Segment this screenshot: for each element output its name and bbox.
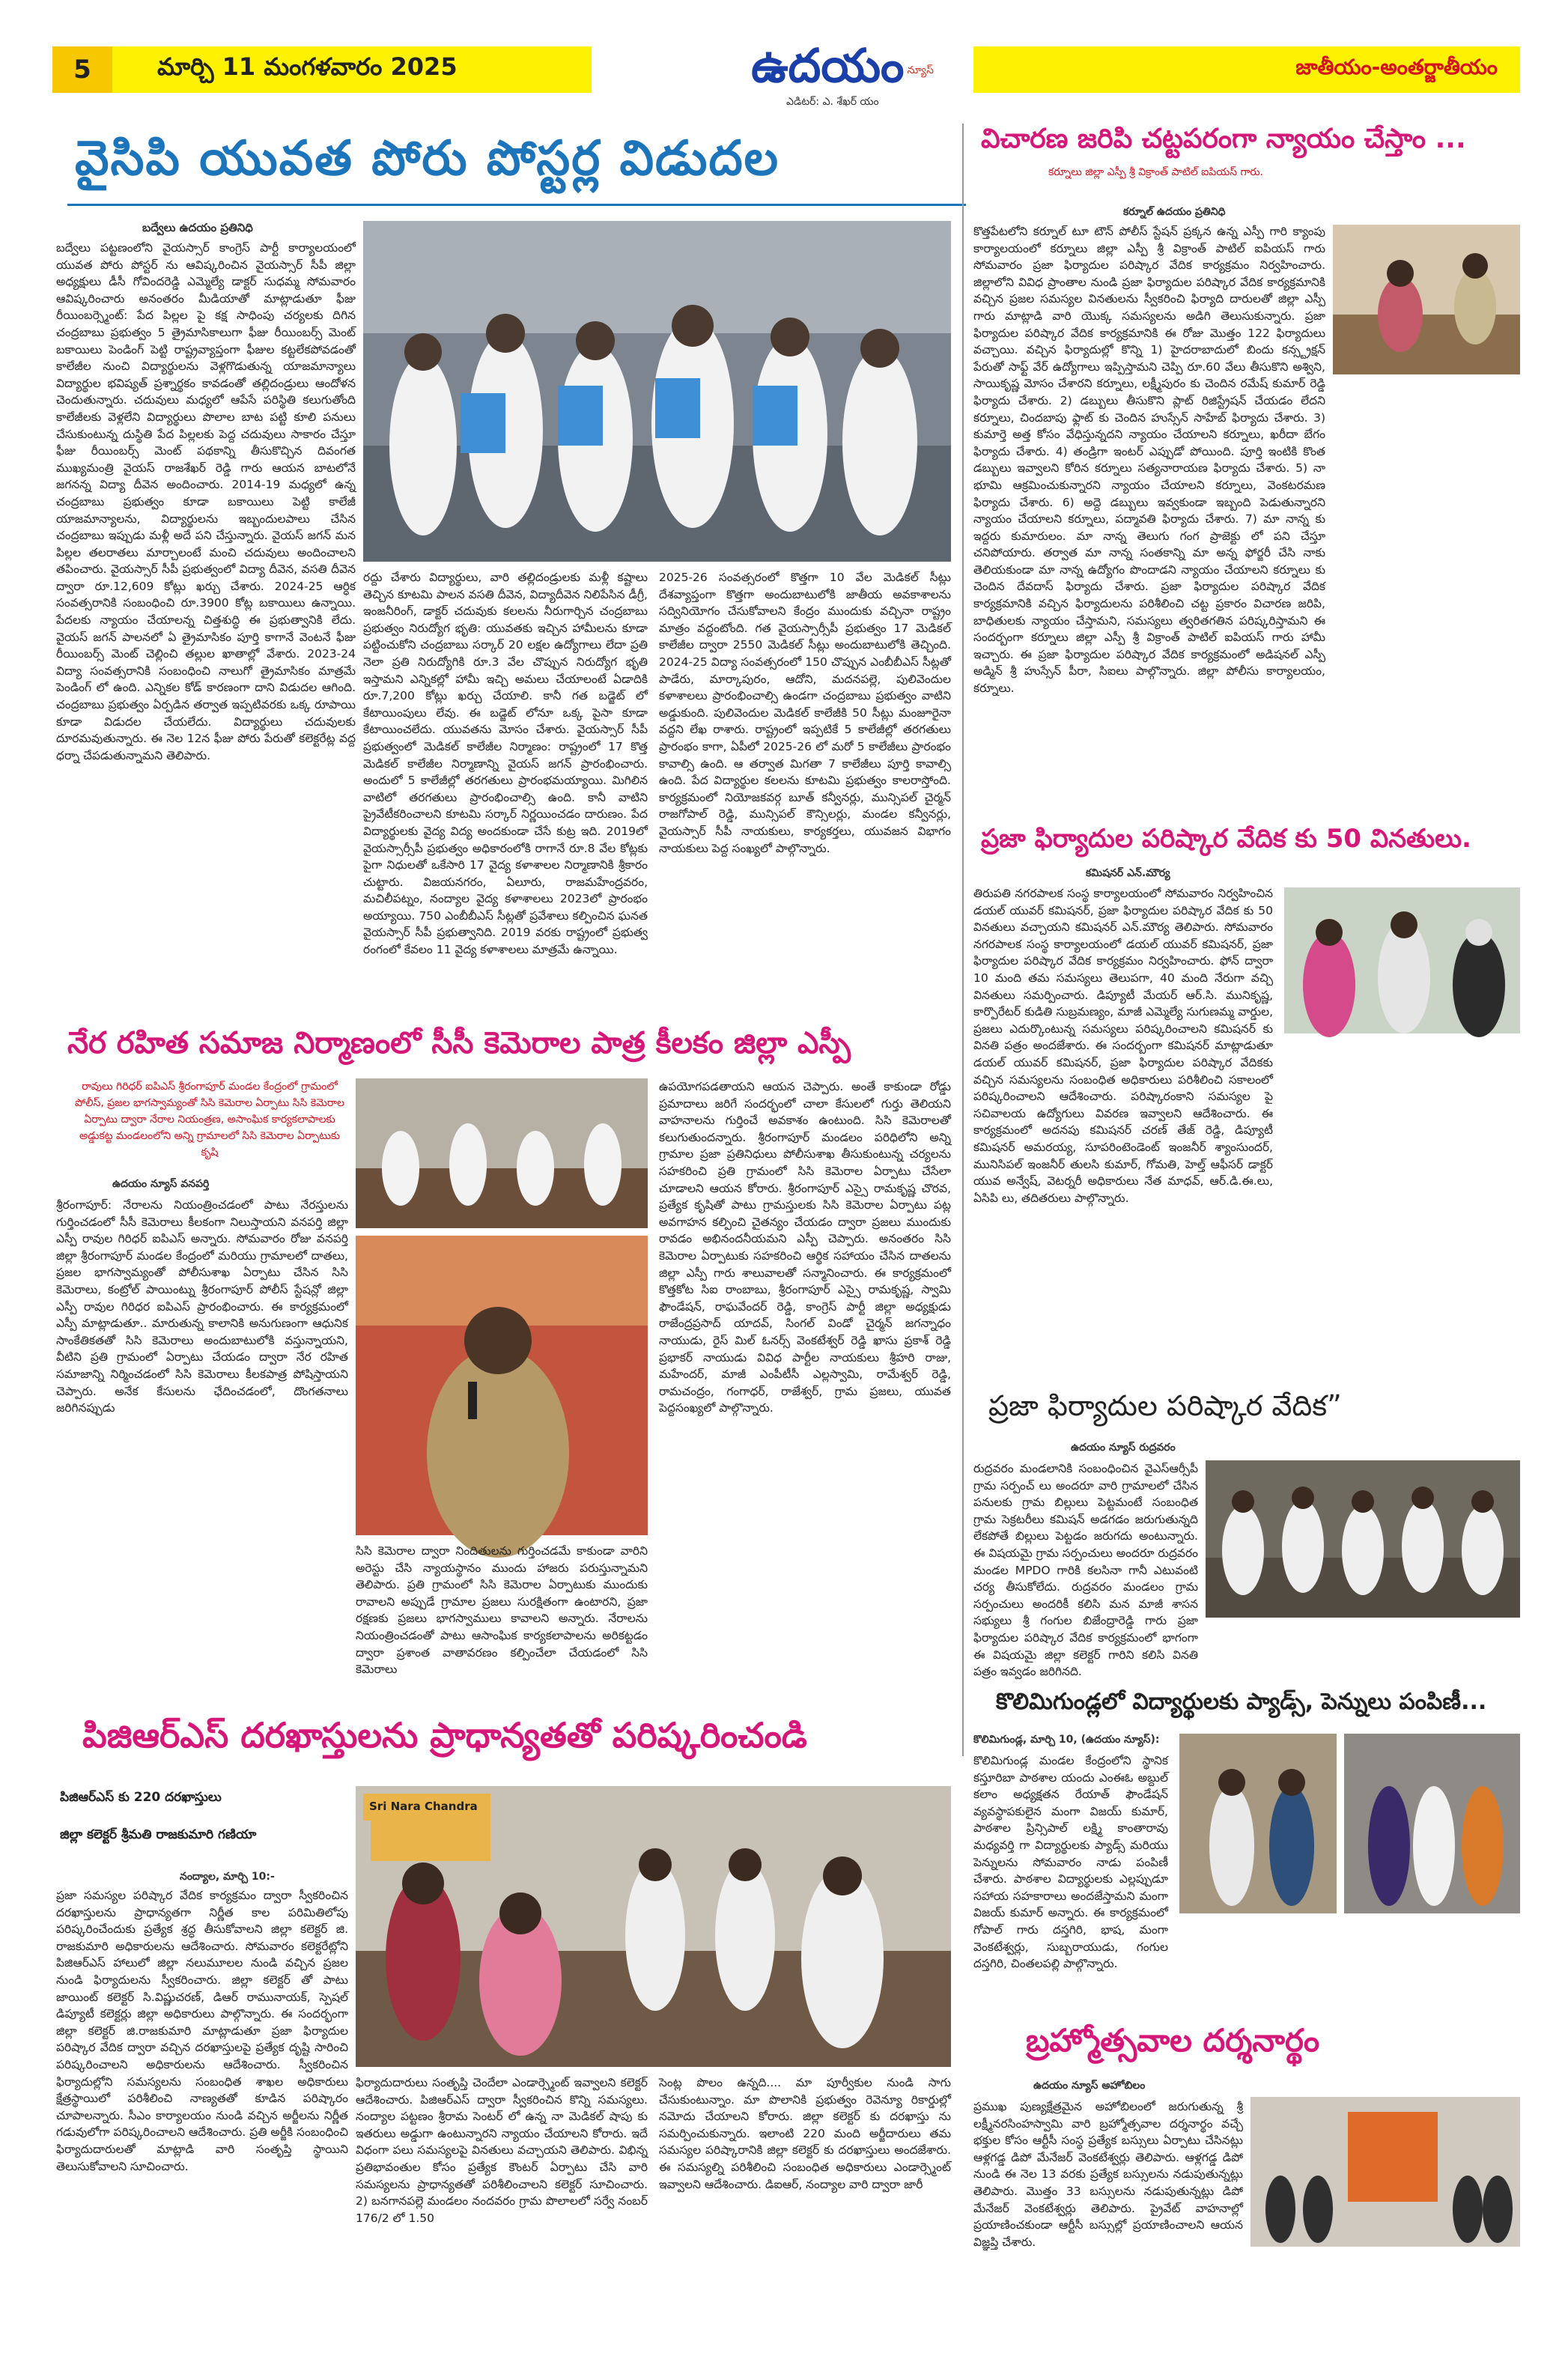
right1-text-bottom <box>973 472 1520 794</box>
right2-headline: ప్రజా ఫిర్యాదుల పరిష్కార వేదిక కు 50 వినతులు. <box>981 824 1471 854</box>
right4-text: కొలిమిగుండ్ల మండల కేంద్రంలోని స్థానిక కస్తూరిబా పాఠశాల యందు ఎంఈఓ అబ్దుల్ కలాం అధ్యక్షతన రేయాత్ ఫౌండేషన్ వ్యవస్థాపకులైన మంగా విజయ్ కుమార్, పాఠశాల ప్రిన్సిపాల్ లక్ష్మి కాంతారావు మధ్యవర్తి గా విద్యార్థులకు ప్యాడ్స్ మరియు పెన్నులను సోమవారం నాడు పంపిణీ చేశారు. పాఠశాల విద్యార్థులకు ఎల్లప్పుడూ సహాయ సహకారాలు అందజేస్తామని మంగా విజయ్ కుమార్ అన్నారు. ఈ కార్యక్రమంలో గోపాల్ గారు దస్తగిరి, భాష, మంగా వెంకటేశ్వర్లు, సుబ్బరాయుడు, గంగుల దస్తగిరి, చింతలపల్లి పాల్గొన్నారు. <box>973 1754 1168 1971</box>
right2-byline: కమిషనర్ ఎన్.మౌర్య <box>1086 867 1170 879</box>
bus-depot-photo-illustration <box>1251 2097 1520 2247</box>
right4-photo-left <box>1179 1734 1337 1913</box>
story1-byline: బద్వేలు ఉదయం ప్రతినిధి <box>142 221 253 234</box>
speaker-photo-illustration <box>356 1236 648 1535</box>
issue-date: మార్చి 11 మంగళవారం 2025 <box>112 46 592 93</box>
logo-tag: న్యూస్ <box>907 64 934 76</box>
page-number: 5 <box>52 46 112 93</box>
meeting-photo-illustration <box>1206 1460 1520 1618</box>
story1-col1: బద్వేలు పట్టణంలోని వైయస్సార్ కాంగ్రెస్ పార్టీ కార్యాలయంలో యువత పోరు పోస్టర్ ను ఆవిష్కరించిన వైయస్సార్ సీపీ జిల్లా అధ్యక్షులు డీసీ గోవిందరెడ్డి ఎమ్మెల్యే డాక్టర్ సుధమ్మ సోమవారం ఆవిష్కరించారు అనంతరం మీడియాతో మాట్లాడుతూ ఫీజు రీయింబర్స్మెంట్: పేద పిల్లల పై కక్ష సాధింపు చర్యలకు దిగిన చంద్రబాబు ప్రభుత్వం 5 త్రైమాసికాలుగా ఫీజు రీయింబర్స్ మెంట్ బకాయిలు పెండింగ్ పెట్టి రాష్ట్రవ్యాప్తంగా ఫీజుల కట్టలేకపోవడంతో కాలేజీల నుంచి విద్యార్థులను వెళ్లగొడుతున్న యాజమాన్యాలు విద్యార్థుల భవిష్యత్ ప్రశ్నార్థకం కావడంతో తల్లిదండ్రులు ఆందోళన చెందుతున్నారు. చదువులు మధ్యలో ఆపేసే పరిస్థితి కలుగుతోంది కాలేజీలకు వెళ్లలేని విద్యార్థులు పొలాల బాట పట్టి కూలి పనులు చేసుకుంటున్న దుస్థితి పేద పిల్లలకు పెద్ద చదువులు సాకారం చేస్తూ ఫీజు రీయింబర్స్ మెంట్ పథకాన్ని తీసుకొచ్చిన దివంగత ముఖ్యమంత్రి వైయస్ రాజశేఖర్ రెడ్డి గారు ఆయన బాటలోనే జగనన్న విద్యా దీవెన అందించారు. 2014-19 మధ్యలో ఉన్న చంద్రబాబు ప్రభుత్వం కూడా బకాయిలు పెట్టి కాలేజీ యాజమాన్యాలను, విద్యార్థులను ఇబ్బందులపాలు చేసిన చంద్రబాబు ఇప్పుడు మళ్లీ అదే పని చేస్తున్నారు. వైయస్ జగన్ మన పిల్లల తలరాతలు మార్చాలంటే మంచి చదువులు అందించాలని తపించారు. వైయస్సార్ సీపీ ప్రభుత్వంలో విద్యా దీవెన, వసతి దీవెన ద్వారా రూ.12,609 కోట్లు ఖర్చు చేశారు. 2024-25 ఆర్ధిక సంవత్సరానికి సంబంధించి రూ.3900 కోట్ల బకాయిలు ఉన్నాయి. పేదలకు న్యాయం చేయాలన్న చిత్తశుద్ధి ఈ ప్రభుత్వానికి లేదు. వైయస్ జగన్ పాలనలో ఏ త్రైమాసికం పూర్తి కాగానే వెంటనే ఫీజు రీయింబర్స్ మెంట్ చెల్లించి తల్లుల ఖాతాల్లో వేశారు. 2023-24 విద్యా సంవత్సరానికి సంబంధించి నాలుగో త్రైమాసికం మాత్రమే పెండింగ్ లో ఉంది. ఎన్నికల కోడ్ కారణంగా దాని విడుదల ఆగింది. చంద్రబాబు ప్రభుత్వం ఏర్పడిన తర్వాత ఇప్పటివరకు ఒక్క రూపాయి కూడా విడుదల చేయలేదు. విద్యార్థులు చదువులకు దూరమవుతున్నారు. ఈ నెల 12న ఫీజు పోరు పేరుతో కలెక్టరేట్ల వద్ద ధర్నా చేపడుతున్నామని తెలిపారు. <box>56 241 356 762</box>
story2-headline: నేర రహిత సమాజ నిర్మాణంలో సీసీ కెమెరాల పాత్ర కీలకం జిల్లా ఎస్పీ <box>67 1026 851 1060</box>
right5-text: ప్రముఖ పుణ్యక్షేత్రమైన అహోబిలంలో జరుగుతున్న శ్రీ లక్ష్మీనరసింహస్వామి వారి బ్రహ్మోత్సవాల దర్శనార్థం వచ్చే భక్తుల కోసం ఆర్టీసీ సంస్థ ప్రత్యేక బస్సులు ఏర్పాటు చేసినట్లు ఆళ్లగడ్డ డిపో మేనేజర్ వెంకటేశ్వర్లు తెలిపారు. ఆళ్లగడ్డ డిపో నుండి ఈ నెల 13 వరకు ప్రత్యేక బస్సులను నడుపుతున్నట్లు తెలిపారు. మొత్తం 33 బస్సులను నడుపుతున్నట్లు డిపో మేనేజర్ వెంకటేశ్వర్లు తెలిపారు. ప్రైవేట్ వాహనాల్లో ప్రయాణించకుండా ఆర్టీసీ బస్సుల్లో ప్రయాణించాలని ఆయన విజ్ఞప్తి చేశారు. <box>973 2100 1243 2249</box>
students-photo-illustration <box>1344 1734 1520 1913</box>
office-photo-illustration <box>1333 225 1520 374</box>
story3-photo-banner: Sri Nara Chandra <box>363 1794 490 1821</box>
right1-byline: కర్నూల్ ఉదయం ప్రతినిధి <box>1123 206 1226 218</box>
right3-text: రుద్రవరం మండలానికి సంబంధించిన వైఎస్ఆర్సీపీ గ్రామ సర్పంచ్ లు అందరూ వారి గ్రామాలలో చేసిన పనులకు గ్రామ బిల్లులు పెట్టమంటే సంబంధిత గ్రామ సెక్రటరీలు కమిషన్ అడగడం జరుగుతున్నది లేకపోతే బిల్లులు పెట్టడం జరుగదు అంటున్నారు. ఈ విషయమై గ్రామ సర్పంచులు అందరూ రుద్రవరం మండల MPDO గారికి కలసినా గానీ ఎటువంటి చర్య తీసుకోలేదు. రుద్రవరం మండలం గ్రామ సర్పంచులు అందరికీ కలిసి మన మాజీ శాసన సభ్యులు శ్రీ గంగుల బిజేంద్రారెడ్డి గారు ప్రజా ఫిర్యాదుల పరిష్కార వేదిక కార్యక్రమంలో భాగంగా ఈ విషయమై జిల్లా కలెక్టర్ గారిని కలిసి వినతి పత్రం ఇవ్వడం జరిగినది. <box>973 1462 1198 1679</box>
right2-text: తిరుపతి నగరపాలక సంస్థ కార్యాలయంలో సోమవారం నిర్వహించిన డయల్ యువర్ కమిషనర్, ప్రజా ఫిర్యాదుల పరిష్కార వేదిక కు 50 వినతులు వచ్చాయని కమిషనర్ ఎన్.మౌర్య తెలిపారు. సోమవారం నగరపాలక సంస్థ కార్యాలయంలో డయల్ యువర్ కమిషనర్, ప్రజా ఫిర్యాదుల పరిష్కార వేదిక కార్యక్రమం నిర్వహించారు. ఫోన్ ద్వారా 10 మంది తమ సమస్యలు తెలుపగా, 40 మంది నేరుగా వచ్చి వినతులు సమర్పించారు. డిప్యూటీ మేయర్ ఆర్.సి. మునికృష్ణ, కార్పొరేటర్ కుడితి సుబ్రమణ్యం, మాజీ ఎమ్మెల్యే సుగుణమ్మ వార్డుల, ప్రజలు ఎదుర్కొంటున్న సమస్యలు పరిష్కరించాలని కమిషనర్ కు వినతి పత్రం అందజేశారు. ఈ సందర్బంగా కమిషనర్ మాట్లాడుతూ డయల్ యువర్ కమిషనర్, ప్రజా ఫిర్యాదుల పరిష్కార వేదికకు వచ్చిన సమస్యలను సంబంధిత అధికారులు పరిశీలించి సకాలంలో పరిష్కరించాలని ఆదేశించారు. పరిష్కారంకాని సమస్యల పై సచివాలయ ఉద్యోగులు వివరణ ఇవ్వాలని ఆదేశించారు. ఈ కార్యక్రమంలో అదనపు కమిషనర్ చరణ్ తేజ్ రెడ్డి, డిప్యూటీ కమిషనర్ అమరయ్య, సూపరింటెండెంట్ ఇంజనీర్ శ్యాంసుందర్, మునిసిపల్ ఇంజనీర్ తులసి కుమార్, గోమతి, హెల్త్ ఆఫీసర్ డాక్టర్ యువ అన్వేష్, వెటర్నరీ అధికారులు నేత మాధవ్, ఆర్.డి.ఈ.లు, ఏసిపి లు, తదితరులు పాల్గొన్నారు. <box>973 887 1273 1205</box>
editor-credit: ఎడిటర్: ఎ. శేఖర్ యం <box>786 96 879 108</box>
right3-byline: ఉదయం న్యూస్ రుద్రవరం <box>1071 1442 1176 1454</box>
right5-headline: బ్రహ్మోత్సవాల దర్శనార్థం <box>1026 2022 1320 2059</box>
event-photo-illustration <box>356 1078 648 1228</box>
story3-col1: ప్రజా సమస్యల పరిష్కార వేదిక కార్యక్రమం ద్వారా స్వీకరించిన దరఖాస్తులను ప్రాధాన్యతగా నిర్ణీత కాల పరిమితిలోపు పరిష్కరించేందుకు ప్రత్యేక శ్రద్ధ తీసుకోవాలని జిల్లా కలెక్టర్ జి. రాజకుమారి అధికారులను ఆదేశించారు. సోమవారం కలెక్టరేట్లోని పిజిఆర్ఎస్ హాలులో జిల్లా నలుమూలల నుండి వచ్చిన ప్రజల నుండి ఫిర్యాదులను స్వీకరించారు. జిల్లా కలెక్టర్ తో పాటు జాయింట్ కలెక్టర్ సి.విష్ణుచరణ్, డిఆర్ రామునాయక్, స్పెషల్ డిప్యూటీ కలెక్టర్లు జిల్లా అధికారులు పాల్గొన్నారు. ఈ సందర్భంగా జిల్లా కలెక్టర్ జి.రాజకుమారి మాట్లాడుతూ ప్రజా ఫిర్యాదుల పరిష్కార వేదిక ద్వారా వచ్చిన దరఖాస్తులపై ప్రత్యేక దృష్టి సారించి పరిష్కరించాలని అధికారులను ఆదేశించారు. స్వీకరించిన ఫిర్యాదుల్లోని సమస్యలను సంబంధిత శాఖల అధికారులు క్షేత్రస్థాయిలో పరిశీలించి నాణ్యతతో కూడిన పరిష్కారం చూపాలన్నారు. సీఎం కార్యాలయం నుండి వచ్చిన అర్జీలను నిర్ణీత గడువులోగా పరిష్కరించాలని ఆదేశించారు. ప్రతి అర్జీకి సంబంధించి ఫిర్యాదుదారులతో మాట్లాడి వారి సంతృప్తి స్థాయిని తెలుసుకోవాలని సూచించారు. <box>56 1889 348 2173</box>
story1-col3: 2025-26 సంవత్సరంలో కొత్తగా 10 వేల మెడికల్ సీట్లు దేశవ్యాప్తంగా కొత్తగా అందుబాటులోకి జాతీయ అవకాశాలను సద్వినియోగం చేసుకోవాలని కేంద్రం ముందుకు వచ్చినా రాష్ట్రం మాత్రం వద్దంటోంది. గత వైయస్సార్సీపీ ప్రభుత్వం 17 మెడికల్ కాలేజీల ద్వారా 2550 మెడికల్ సీట్లు అందుబాటులోకి తెచ్చింది. 2024-25 విద్యా సంవత్సరంలో 150 చొప్పున ఎంబీబీఎస్ సీట్లతో పాడేరు, మార్కాపురం, ఆదోని, మదనపల్లె, పులివెందుల కళాశాలలు ప్రారంభించాల్సి ఉండగా చంద్రబాబు ప్రభుత్వం వాటిని అడ్డుకుంది. పులివెందుల మెడికల్ కాలేజీకి 50 సీట్లు మంజూరైనా వద్దని లేఖ రాశారు. రాష్ట్రంలో ఇప్పటికే 5 కాలేజీల్లో తరగతులు ప్రారంభం కాగా, ఏపీలో 2025-26 లో మరో 5 కాలేజీలు ప్రారంభం కావాల్సి ఉంది. ఆ తర్వాత మిగతా 7 కాలేజీలు పూర్తి కావాల్సి ఉంది. పేద విద్యార్థుల కలలను కూటమి ప్రభుత్వం కాలరాస్తోంది. కార్యక్రమంలో నియోజకవర్గ బూత్ కన్వీనర్లు, మున్సిపల్ చైర్మన్ రాజగోపాల్ రెడ్డి, మున్సిపల్ కౌన్సిలర్లు, మండల కన్వీనర్లు, వైయస్సార్ సీపీ నాయకులు, కార్యకర్తలు, యువజన విభాగం నాయకులు పెద్ద సంఖ్యలో పాల్గొన్నారు. <box>659 571 951 855</box>
story1-headline: వైసిపి యువత పోరు పోస్టర్ల విడుదల <box>75 131 780 186</box>
logo-text: ఉదయం <box>751 38 905 93</box>
right3-photo <box>1206 1460 1520 1618</box>
distribution-photo-illustration <box>1179 1734 1337 1913</box>
story2-col2: సిసి కెమెరాల ద్వారా నిందితులను గుర్తించడమే కాకుండా వారిని అరెస్టు చేసి న్యాయస్థానం ముందు హాజరు పరుస్తున్నామని తెలిపారు. ప్రతి గ్రామంలో సిసి కెమెరాల ఏర్పాటుకు ముందుకు రావాలని అప్పుడే గ్రామాల ప్రజలు సురక్షితంగా ఉంటారని, ప్రజా రక్షణకు ప్రజలు భాగస్వాములు కావాలని అన్నారు. నేరాలను నియంత్రించడంతో పాటు ఆసాంఘిక కార్యకలాపాలను అరికట్టడం ద్వారా ప్రశాంత వాతావరణం కల్పించేలా చేయడంలో సిసి కెమెరాలు <box>356 1544 648 1677</box>
right4-byline: కొలిమిగుండ్ల, మార్చి 10, (ఉదయం న్యూస్): <box>973 1734 1160 1746</box>
section-label: జాతీయం-అంతర్జాతీయం <box>973 46 1520 93</box>
petition-photo-illustration <box>1284 887 1520 1033</box>
right3-headline: ప్రజా ఫిర్యాదుల పరిష్కార వేదిక” <box>988 1389 1342 1422</box>
story3-col3: సెంట్ల పొలం ఉన్నది.... మా పూర్వీకుల నుండి సాగు చేసుకుంటున్నాం. మా పొలానికి ప్రభుత్వం రెవెన్యూ రికార్డుల్లో నమోదు చేయాలని కోరారు. జిల్లా కలెక్టర్ కు దరఖాస్తు ను సమర్పించుకున్నారు. ఇలాంటి 220 మంది అర్జీదారులు తమ సమస్యల పరిష్కారానికి జిల్లా కలెక్టర్ కు దరఖాస్తులు అందజేశారు. ఈ సమస్యల్ని పరిశీలించి సంబంధిత అధికారులు ఎండార్స్మెంట్ ఇవ్వాలని ఆదేశించారు. డిఐఆర్, నంద్యాల వారి ద్వారా జారీ <box>659 2076 951 2191</box>
right5-photo <box>1251 2097 1520 2247</box>
newspaper-logo <box>751 38 934 101</box>
story3-col2: ఫిర్యాదుదారులు సంతృప్తి చెందేలా ఎండార్స్మెంట్ ఇవ్వాలని కలెక్టర్ ఆదేశించారు. పిజిఆర్ఎస్ ద్వారా స్వీకరించిన కొన్ని సమస్యలు. నంద్యాల పట్టణం శ్రీరామ సెంటర్ లో ఉన్న నా మెడికల్ షాపు కు ఇతరులు అడ్డుగా ఉంటున్నారని న్యాయం చేయాలని కోరారు. ఇదే విధంగా పలు సమస్యలపై వినతులు వచ్చాయని తెలిపారు. విభిన్న ప్రతిభావంతుల కోసం ప్రత్యేక కౌంటర్ ఏర్పాటు చేసి వారి సమస్యలను ప్రాధాన్యతతో పరిశీలించాలని కలెక్టర్ సూచించారు. 2) బనగానపల్లె మండలం నందవరం గ్రామ పొలాలలో సర్వే నంబర్ 176/2 లో 1.50 <box>356 2076 648 2225</box>
story2-col1: శ్రీరంగాపూర్: నేరాలను నియంత్రించడంలో పాటు నేరస్తులను గుర్తించడంలో సీసీ కెమెరాలు కీలకంగా నిలుస్తాయని వనపర్తి జిల్లా ఎస్పీ రావుల గిరిధర్ ఐపిఎస్ అన్నారు. సోమవారం రోజు వనపర్తి జిల్లా శ్రీరంగాపూర్ మండల కేంద్రంలో మరియు గ్రామాలలో దాతలు, ప్రజల భాగస్వామ్యంతో పోలీసుశాఖ ఏర్పాటు చేసిన సిసి కెమెరాలు, కంట్రోల్ పాయింట్ను శ్రీరంగాపూర్ పోలీస్ స్టేషన్లో జిల్లా ఎస్పీ రావుల గిరిధర ఐపిఎస్ ప్రారంభించారు. ఈ కార్యక్రమంలో ఎస్పీ మాట్లాడుతూ.. మారుతున్న కాలానికి అనుగుణంగా ఆధునిక సాంకేతికతతో సిసి కెమెరాలు అందుబాటులోకి వస్తున్నాయని, వీటిని ప్రతి గ్రామంలో ఏర్పాటు చేయడం ద్వారా నేర రహిత సమాజాన్ని నిర్మించడంలో సిసి కెమెరాలు కీలకపాత్ర పోషిస్తాయని చెప్పారు. అనేక కేసులను ఛేదించడంలో, దొంగతనాలు జరిగినప్పుడు <box>56 1198 348 1415</box>
story3-subhead1: పిజిఆర్ఎస్ కు 220 దరఖాస్తులు <box>60 1790 222 1805</box>
story3-subhead2: జిల్లా కలెక్టర్ శ్రీమతి రాజకుమారి గణియా <box>60 1827 257 1842</box>
story2-photo-speaker <box>356 1236 648 1535</box>
story2-col3: ఉపయోగపడతాయని ఆయన చెప్పారు. అంతే కాకుండా రోడ్డు ప్రమాదాలు జరిగే సందర్భంలో చాలా కేసులలో గుర్తు తెలియని వాహనాలను గుర్తించే అవకాశం ఉంటుంది. సిసి కెమెరాలతో కలుగుతుందన్నారు. శ్రీరంగాపూర్ మండలం పరిధిలోని అన్ని గ్రామాల ప్రజా ప్రతినిధులు పోలీసుశాఖ తీసుకుంటున్న చర్యలను సహకరించి ప్రతి గ్రామంలో సిసి కెమెరాల ఏర్పాటు చేసేలా చూడాలని ఆయన కోరారు. శ్రీరంగాపూర్ ఎస్సై రామకృష్ణ చొరవ, ప్రత్యేక కృషితో పాటు గ్రామస్తులకు సిసి కెమెరాల ఏర్పాటు పట్ల అవగాహన కల్పించి చైతన్యం చేయడం ద్వారా ప్రజలు ముందుకు రావడం అభినందనీయమని ఎస్పీ చెప్పారు. అనంతరం సిసి కెమెరాల ఏర్పాటుకు సహకరించి ఆర్థిక సహాయం చేసిన దాతలను జిల్లా ఎస్పీ గారు శాలువాలతో సన్మానించారు. ఈ కార్యక్రమంలో కొత్తకోట సిఐ రాంబాబు, శ్రీరంగాపూర్ ఎస్సై రామకృష్ణ, స్వామి ఫౌండేషన్, రాఘవేందర్ రెడ్డి, కాంగ్రెస్ పార్టీ జిల్లా అధ్యక్షుడు రాజేంద్రప్రసాద్ యాదవ్, సింగల్ విండో చైర్మన్ జగన్నాధం నాయుడు, రైస్ మిల్ ఓనర్స్ వెంకటేశ్వర్ రెడ్డి ఖాసు ప్రకాశ్ రెడ్డి ప్రభాకర్ నాయుడు వివిధ పార్టీల నాయకులు శ్రీహరి రాజు, మహేందర్, మాజీ ఎంపీటీసీ ఎల్లస్వామి, రామేశ్వర్ రెడ్డి, రామచంద్రం, గంగాధర్, రాజేశ్వర్, గ్రామ ప్రజలు, యువత పెద్దసంఖ్యలో పాల్గొన్నారు. <box>659 1080 951 1415</box>
story1-photo <box>363 221 951 562</box>
collector-hall-photo-illustration <box>356 1786 951 2067</box>
story2-subhead: రావులు గిరిధర్ ఐపిఎస్ శ్రీరంగాపూర్ మండల కేంద్రంలో గ్రామంలో పోలీస్, ప్రజల భాగస్వామ్యంతో సిసి కెమెరాల ఏర్పాటు సిసి కెమెరాల ఏర్పాటు ద్వారా నేరాల నియంత్రణ, అసాంఘిక కార్యకలాపాలకు అడ్డుకట్ట మండలంలోని అన్ని గ్రామాలలో సిసి కెమెరాల ఏర్పాటుకు కృషి <box>75 1081 344 1159</box>
story2-byline: ఉదయం న్యూస్ వనపర్తి <box>112 1178 210 1190</box>
column-divider <box>962 124 964 1756</box>
story2-photo-top <box>356 1078 648 1228</box>
right1-headline: విచారణ జరిపి చట్టపరంగా న్యాయం చేస్తాం ... <box>981 124 1466 154</box>
right4-text-bottom <box>973 1917 1520 1992</box>
right5-byline: ఉదయం న్యూస్ అహోబిలం <box>1033 2080 1146 2092</box>
right1-photo <box>1333 225 1520 374</box>
right4-photo-right <box>1344 1734 1520 1913</box>
story3-photo <box>356 1786 951 2067</box>
right1-subhead: కర్నూలు జిల్లా ఎస్పీ శ్రీ విక్రాంత్ పాటిల్ ఐపియస్ గారు. <box>1048 166 1263 178</box>
story1-col2: రద్దు చేశారు విద్యార్థులు, వారి తల్లిదండ్రులకు మళ్లీ కష్టాలు తెచ్చిన కూటమి పాలన వసతి దీవెన, విద్యాదీవెన నిలిపేసిన డీగ్రీ, ఇంజనీరింగ్, డాక్టర్ చదువుకు కలలను నీరుగార్చిన చంద్రబాబు ప్రభుత్వం నిరుద్యోగ భృతి: యువతకు ఇచ్చిన హామీలను కూడా పట్టించుకోని చంద్రబాబు సర్కార్ 20 లక్షల ఉద్యోగాలు లేదా ప్రతి నెలా ప్రతి నిరుద్యోగికి రూ.3 వేల చొప్పున నిరుద్యోగ భృతి ఇస్తామని ఎన్నికల్లో హామీ ఇచ్చి అమలు చేయాలంటే ఏడాదికి రూ.7,200 కోట్లు ఖర్చు చేయాలి. కానీ గత బడ్జెట్ లో కేటాయింపులు లేవు. ఈ బడ్జెట్ లోనూ ఒక్క పైసా కూడా కేటాయించలేదు. యువతను మోసం చేశారు. వైయస్సార్ సీపీ ప్రభుత్వంలో మెడికల్ కాలేజీల నిర్మాణం: రాష్ట్రంలో 17 కొత్త మెడికల్ కాలేజీల నిర్మాణాన్ని వైయస్ జగన్ ప్రారంభించారు. అందులో 5 కాలేజీల్లో తరగతులు ప్రారంభమయ్యాయి. మిగిలిన వాటిలో తరగతులు ప్రారంభించాల్సి ఉంది. కానీ వాటిని ప్రైవేటీకరించాలని కూటమి సర్కార్ నిర్ణయించడం దారుణం. పేద విద్యార్థులకు వైద్య విద్య అందకుండా చేసే కుట్ర ఇది. 2019లో వైయస్సార్సీపీ ప్రభుత్వం అధికారంలోకి రాగానే రూ.8 వేల కోట్లకు పైగా నిధులతో ఒకేసారి 17 వైద్య కళాశాలల నిర్మాణానికి శ్రీకారం చుట్టారు. విజయనగరం, ఏలూరు, రాజమహేంద్రవరం, మచిలీపట్నం, నంద్యాల వైద్య కళాశాలలు 2023లో ప్రారంభం అయ్యాయి. 750 ఎంబీబీఎస్ సీట్లతో ప్రవేశాలు కల్పించిన ఘనత వైయస్సార్ సీపీ ప్రభుత్వానిది. 2019 వరకు రాష్ట్రంలో ప్రభుత్వ రంగంలో కేవలం 11 వైద్య కళాశాలలు మాత్రమే ఉన్నాయి. <box>363 571 648 957</box>
right2-photo <box>1284 887 1520 1033</box>
group-photo-illustration <box>363 221 951 562</box>
story3-byline: నంద్యాల, మార్చి 10:- <box>180 1871 275 1883</box>
story3-headline: పిజిఆర్ఎస్ దరఖాస్తులను ప్రాధాన్యతతో పరిష్కరించండి <box>82 1715 807 1755</box>
right1-text-top: కొత్తపేటలోని కర్నూల్ టూ టౌన్ పోలీస్ స్టేషన్ ప్రక్కన ఉన్న ఎస్పీ గారి క్యాంపు కార్యాలయంలో కర్నూలు జిల్లా ఎస్పీ శ్రీ విక్రాంత్ పాటిల్ ఐపియస్ గారు సోమవారం ప్రజా ఫిర్యాదుల పరిష్కార వేదిక కార్యక్రమం నిర్వహించారు. జిల్లాలోని వివిధ ప్రాంతాల నుండి ప్రజా ఫిర్యాదుల పరిష్కార వేదిక కార్యక్రమానికి వచ్చిన ప్రజల సమస్యల వినతులను స్వీకరించి ఫిర్యాది దారులతో జిల్లా ఎస్పీ గారు మాట్లాడి వారి యొక్క సమస్యలను అడిగి తెలుసుకున్నారు. ప్రజా ఫిర్యాదుల పరిష్కార వేదిక కార్యక్రమానికి ఈ రోజు మొత్తం 122 ఫిర్యాదులు వచ్చాయి. వచ్చిన ఫిర్యాదుల్లో కొన్ని 1) హైదరాబాదులో బిందు కన్స్ట్రక్షన్ పేరుతో సాఫ్ట్ వేర్ ఉద్యోగాలు ఇప్పిస్తామని చెప్పి రూ.60 వేలు తీసుకొని అశ్విని, సాయికృష్ణ మోసం చేశారని కర్నూలు, లక్ష్మీపురం కు చెందిన రమేష్ కుమార్ రెడ్డి ఫిర్యాదు చేశారు. 2) డబ్బులు తీసుకొని ప్లాట్ రిజిస్ట్రేషన్ చేయడం లేదని కర్నూలు, చిందబాపు ఫ్లాట్ కు చెందిన హుస్సేన్ సాహేబ్ ఫిర్యాదు చేశారు. 3) కుమార్తె అత్త కోసం వేధిస్తున్నదని న్యాయం చేయాలని కర్నూలు, ఖరీదా బేగం ఫిర్యాదు చేశారు. 4) తండ్రిగా ఇంటర్ ఎప్పుడో పోయింది. పూర్తి ఇంటికి కొంత డబ్బులు ఇవ్వాలని కోరిన కర్నూలు సత్యనారాయణ ఫిర్యాదు చేశారు. 5) నా భూమి ఆక్రమించుకున్నారని న్యాయం చేయాలని కర్నూలు, వెంకటరమణ ఫిర్యాదు చేశారు. 6) అద్దె డబ్బులు ఇవ్వకుండా ఇబ్బంది పెడుతున్నారని న్యాయం చేయాలని కర్నూలు, పద్మావతి ఫిర్యాదు చేశారు. 7) మా నాన్న కు ఇద్దరు కుమారులం. మా నాన్న తెలుగు గంగ ప్రాజెక్టు లో పని చేస్తూ చనిపోయారు. తర్వాత మా నాన్న సంతకాన్ని మా అన్న ఫోర్జరీ చేసి నాకు తెలియకుండా మా నాన్న ఉద్యోగం పొందాడని న్యాయం చేయాలని కర్నూలు కు చెందిన దేవదాస్ ఫిర్యాదు చేశారు. ప్రజా ఫిర్యాదుల పరిష్కార వేదిక కార్యక్రమానికి వచ్చిన ఫిర్యాదులను పరిశీలించి చట్ట ప్రకారం విచారణ జరిపి, బాధితులకు న్యాయం చేస్తామని, సమస్యలు త్వరితగతిన పరిష్కరిస్తామని ఈ సందర్బంగా కర్నూలు జిల్లా ఎస్పీ శ్రీ విక్రాంత్ పాటిల్ ఐపియస్ గారు హామీ ఇచ్చారు. ఈ ప్రజా ఫిర్యాదుల పరిష్కార వేదిక కార్యక్రమంలో అడిషనల్ ఎస్పీ అడ్మిన్ శ్రీ హుస్సేన్ పీరా, సిఐలు పాల్గొన్నారు. జిల్లా పోలీసు కార్యాలయం, కర్నూలు. <box>973 225 1325 696</box>
right4-headline: కొలిమిగుండ్లలో విద్యార్థులకు ప్యాడ్స్, పెన్నులు పంపిణీ... <box>996 1689 1487 1715</box>
story1-rule <box>67 204 966 206</box>
